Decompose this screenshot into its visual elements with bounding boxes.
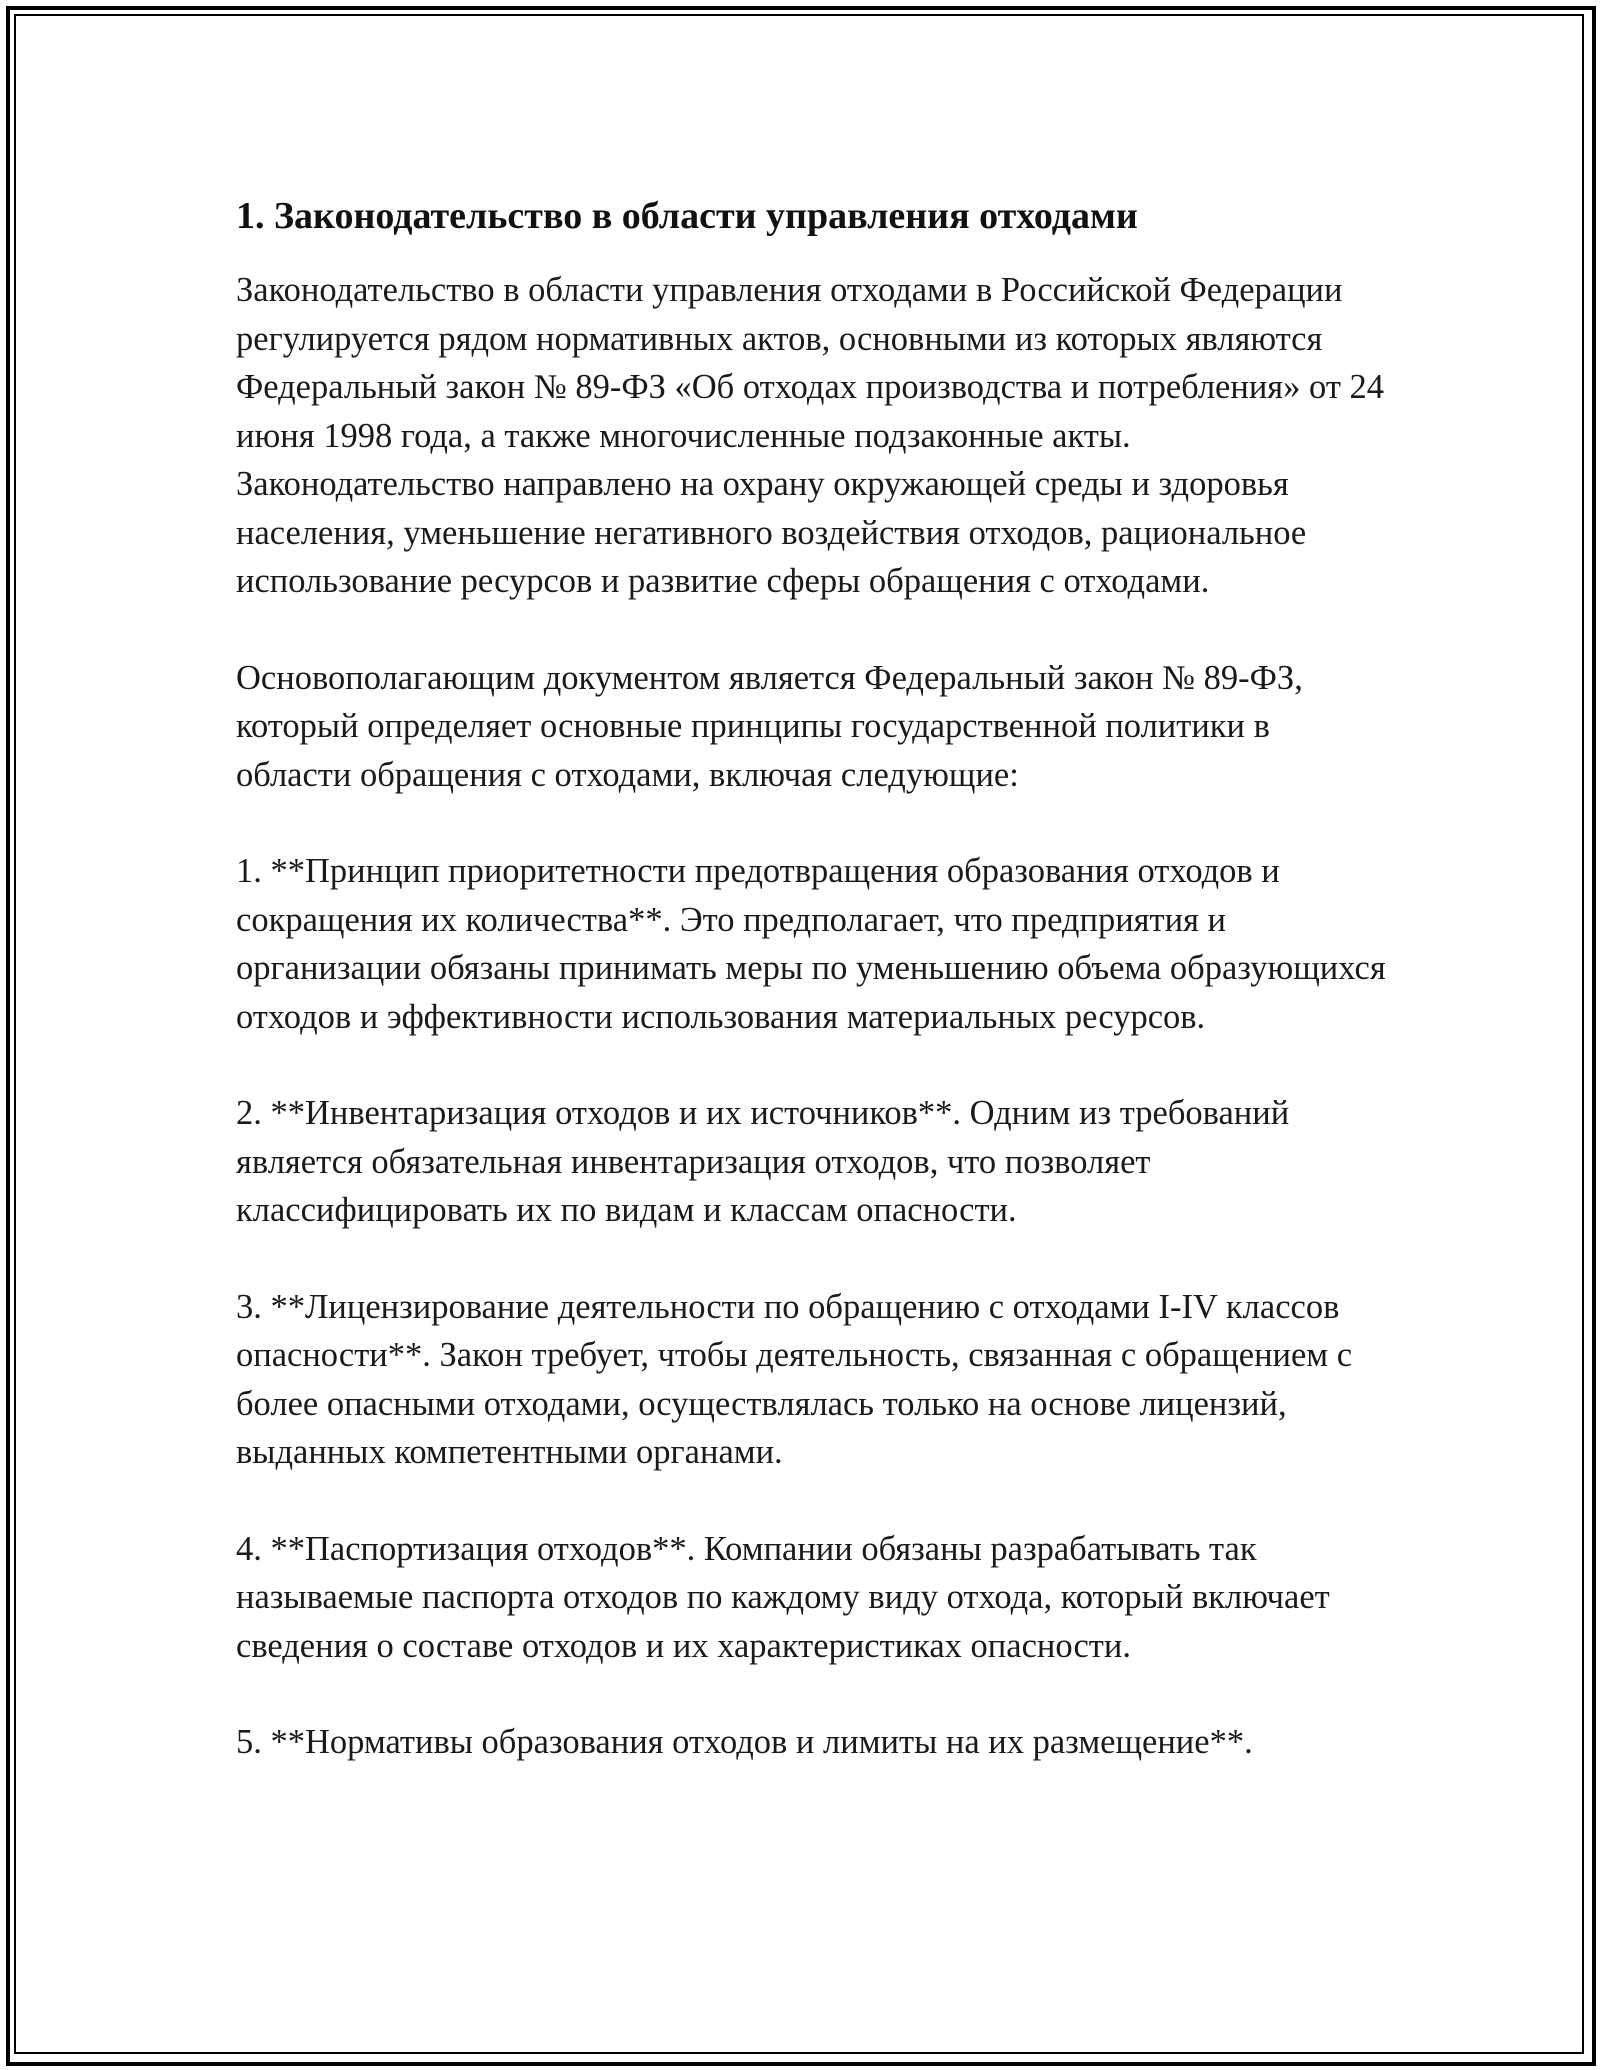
list-item-1: 1. **Принцип приоритетности предотвращения образования отходов и сокращения их количества**. Это предполагает, что предприятия и организации обязаны принимать меры по уменьшению объема образующихся отходов и эффективности использования материальных ресурсов. — [236, 852, 1386, 1036]
list-item-2: 2. **Инвентаризация отходов и их источников**. Одним из требований является обязательная инвентаризация отходов, что позволяет классифицировать их по видам и классам опасности. — [236, 1094, 1290, 1229]
document-body — [236, 188, 1386, 1815]
list-item-5: 5. **Нормативы образования отходов и лимиты на их размещение**. — [236, 1723, 1253, 1761]
list-item-4: 4. **Паспортизация отходов**. Компании обязаны разрабатывать так называемые паспорта отходов по каждому виду отхода, который включает сведения о составе отходов и их характеристиках опасности. — [236, 1529, 1330, 1665]
paragraph-principles-lead: Основополагающим документом является Федеральный закон № 89-ФЗ, который определяет основные принципы государственной политики в области обращения с отходами, включая следующие: — [236, 658, 1303, 794]
section-heading: 1. Законодательство в области управления отходами — [236, 195, 1138, 237]
list-item-3: 3. **Лицензирование деятельности по обращению с отходами I-IV классов опасности**. Закон требует, чтобы деятельность, связанная с обращением с более опасными отходами, осуществлялась только на основе лицензий, выданных компетентными органами. — [236, 1287, 1353, 1471]
paragraph-intro: Законодательство в области управления отходами в Российской Федерации регулируется рядом нормативных актов, основными из которых являются Федеральный закон № 89-ФЗ «Об отходах производства и потребления» от 24 июня 1998 года, а также многочисленные подзаконные акты. Законодательство направлено на охрану окружающей среды и здоровья населения, уменьшение негативного воздействия отходов, рациональное использование ресурсов и развитие сферы обращения с отходами. — [236, 271, 1385, 600]
